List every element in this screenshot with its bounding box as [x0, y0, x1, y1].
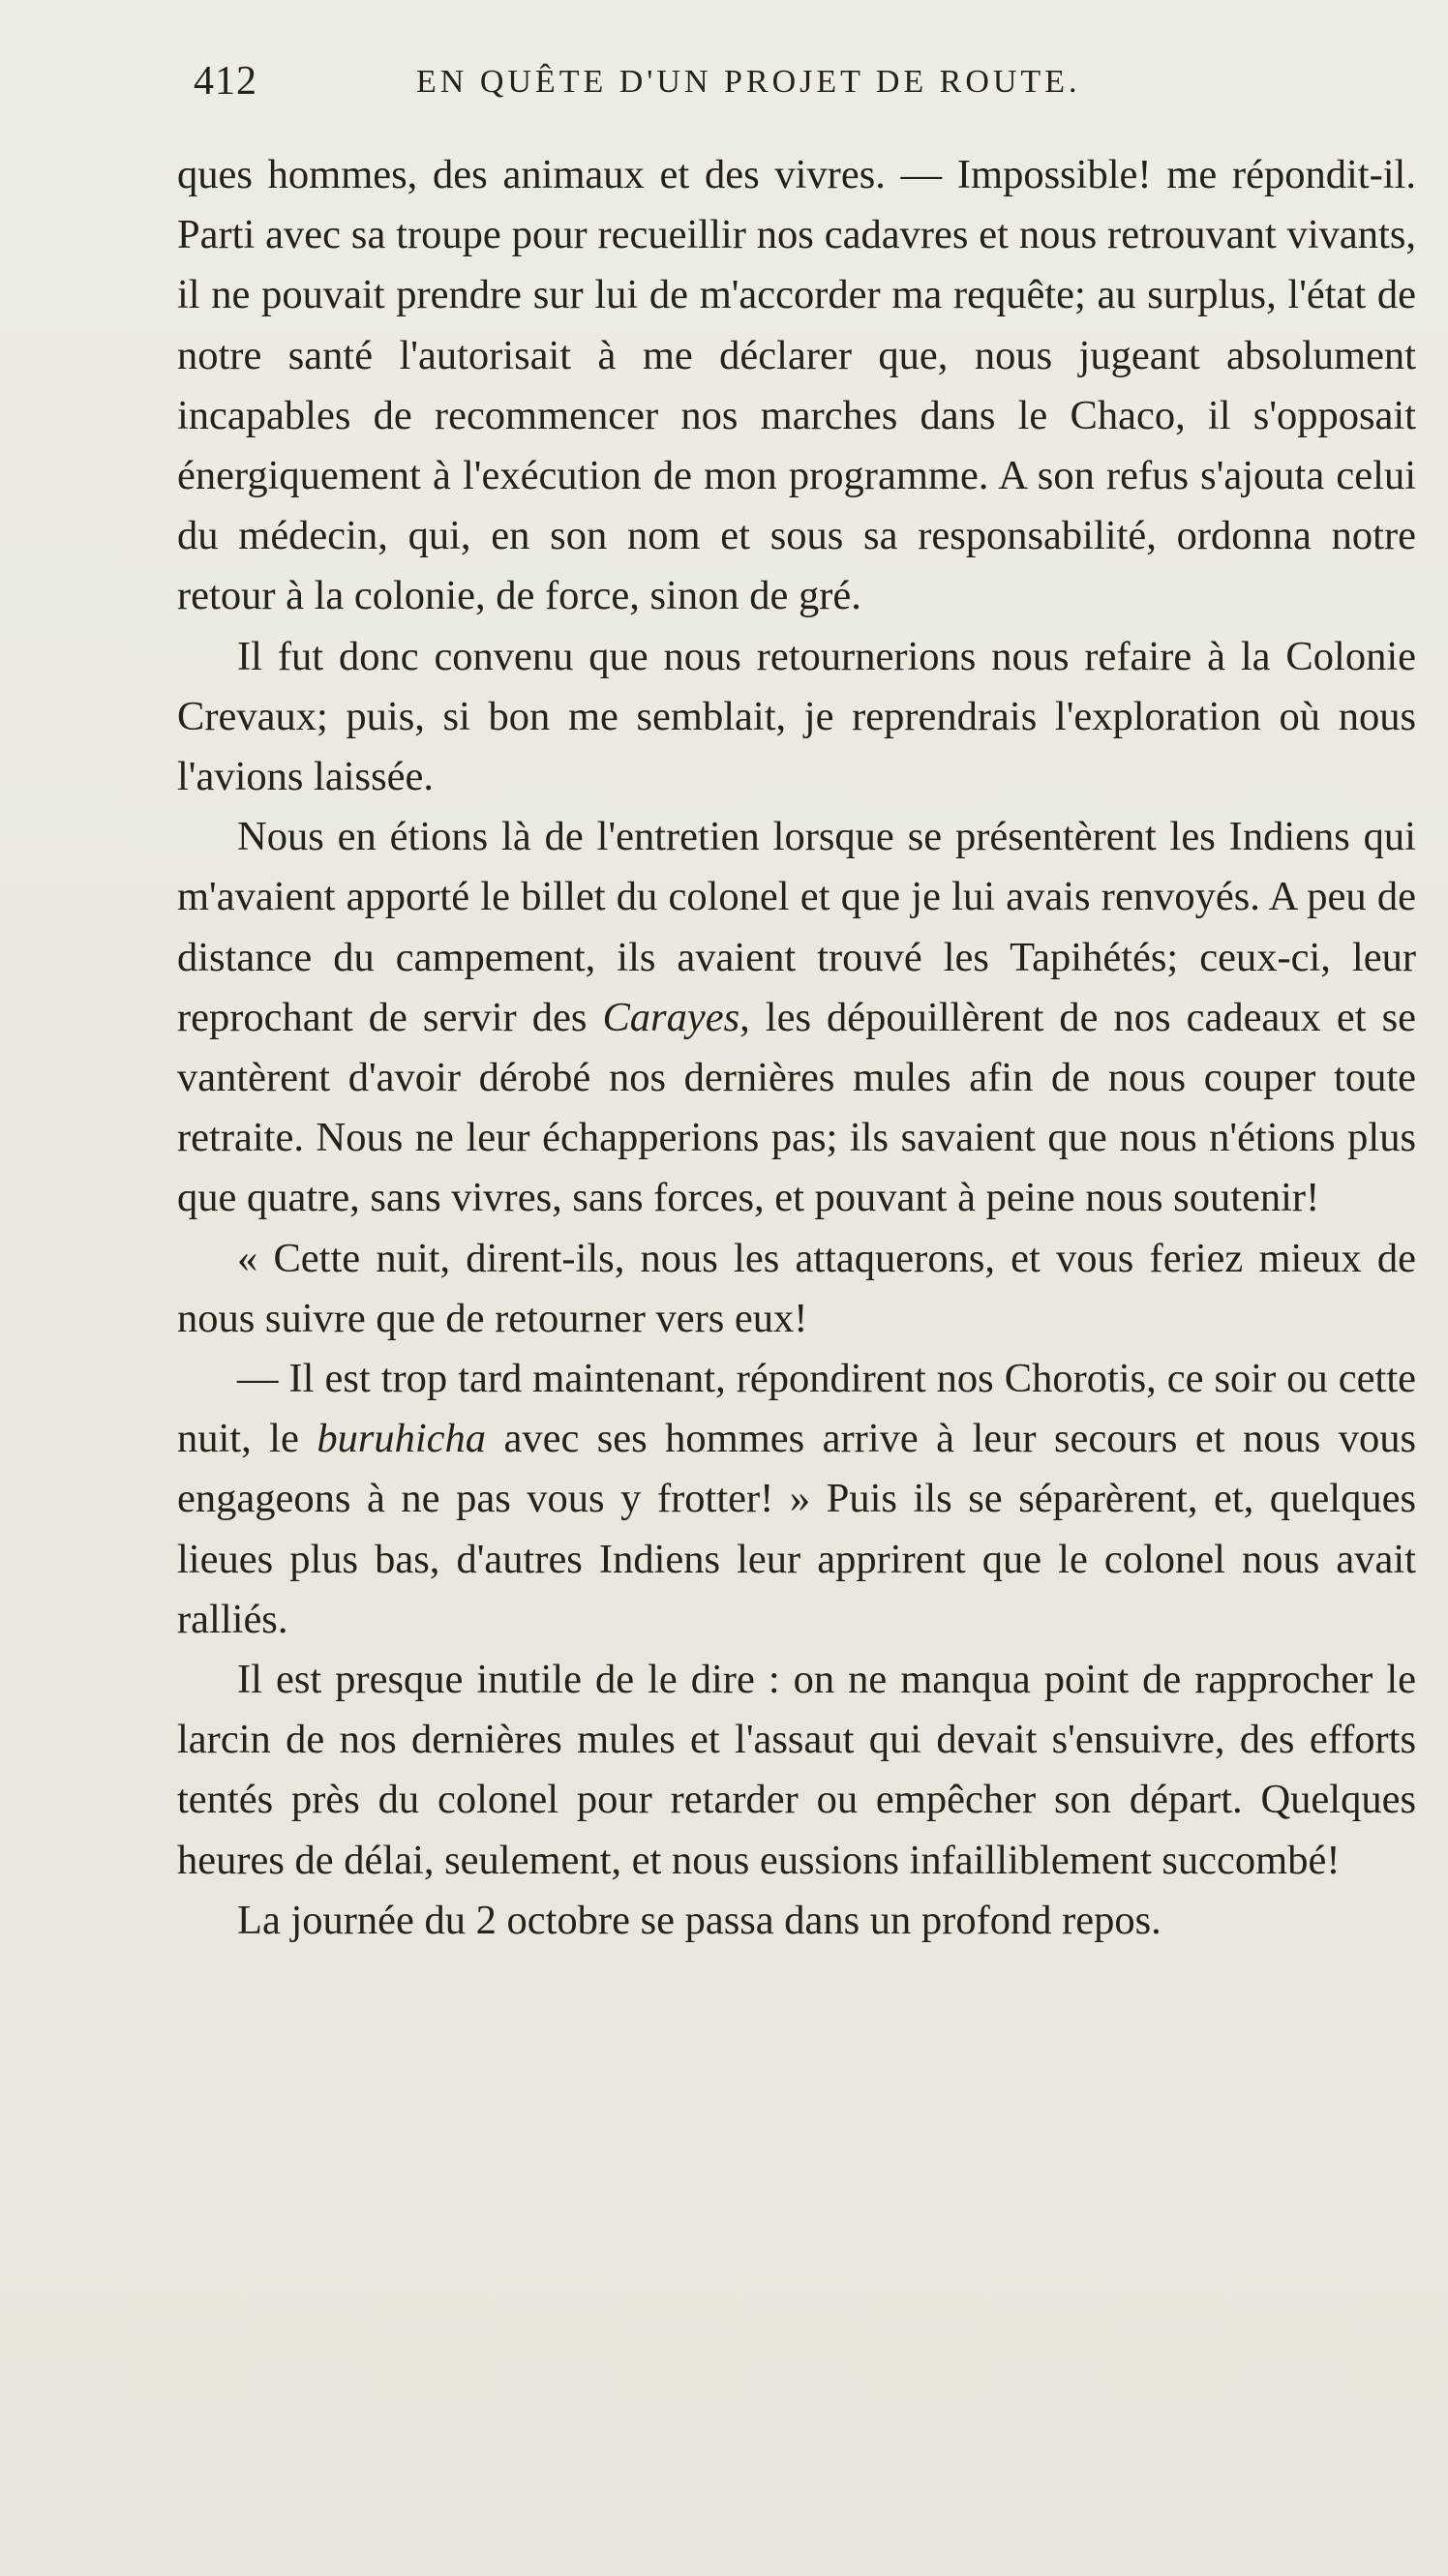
paragraph-colonie: Il fut donc convenu que nous retournerions nous refaire à la Colonie Crevaux; puis, si bon me semblait, je reprendrais l'exploration où nous l'avions laissée. — [177, 633, 1416, 800]
paragraph-chorotis — [177, 1349, 1416, 1650]
paragraph-inutile: Il est presque inutile de le dire : on ne manqua point de rapprocher le larcin de nos dernières mules et l'assaut qui devait s'ensuivre, des efforts tentés près du colonel pour retarder ou empêcher son départ. Quelques heures de délai, seulement, et nous eussions infailliblement succombé! — [177, 1657, 1416, 1883]
paragraph-indiens-part-1: Nous en étions là de l'entretien lorsque se présentèrent les Indiens qui m'avaient apporté le billet du colonel et que je lui avais renvoyés. A peu de distance du campement, ils avaient trouvé les Tapihétés; ceux-ci, leur reprochant de servir des — [177, 814, 1416, 1040]
page-header — [194, 58, 1249, 116]
paragraph-continued: ques hommes, des animaux et des vivres. — Impossible! me répondit-il. Parti avec sa troupe pour recueillir nos cadavres et nous retrouvant vivants, il ne pouvait prendre sur lui de m'accorder ma requête; au surplus, l'état de notre santé l'autorisait à me déclarer que, nous jugeant absolument incapables de recommencer nos marches dans le Chaco, il s'opposait énergiquement à l'exécution de mon programme. A son refus s'ajouta celui du médecin, qui, en son nom et sous sa responsabilité, ordonna notre retour à la colonie, de force, sinon de gré. — [177, 152, 1416, 619]
paragraph-chorotis-part-1: — Il est trop tard maintenant, répondirent nos Chorotis, ce soir ou cette nuit, le — [177, 1356, 1416, 1462]
paragraph-chorotis-part-2: avec ses hommes arrive à leur secours et nous vous engageons à ne pas vous y frotter! » Puis ils se séparèrent, et, quelques lieues plus bas, d'autres Indiens leur apprirent que le colonel nous avait ralliés. — [177, 1416, 1416, 1642]
italic-term-carayes: Carayes — [602, 994, 740, 1040]
running-title: EN QUÊTE D'UN PROJET DE ROUTE. — [416, 64, 1081, 100]
paragraph-indiens-part-2: , les dépouillèrent de nos cadeaux et se vantèrent d'avoir dérobé nos dernières mules afin de nous couper toute retraite. Nous ne leur échapperions pas; ils savaient que nous n'étions plus que quatre, sans vivres, sans forces, et pouvant à peine nous soutenir! — [177, 994, 1416, 1221]
page-number: 412 — [194, 59, 257, 104]
body-text — [177, 145, 1416, 1951]
italic-term-buruhicha: buruhicha — [317, 1416, 487, 1462]
paragraph-indiens — [177, 807, 1416, 1228]
paragraph-quote-nuit: « Cette nuit, dirent-ils, nous les attaquerons, et vous feriez mieux de nous suivre que de retourner vers eux! — [177, 1235, 1416, 1341]
paragraph-journee: La journée du 2 octobre se passa dans un profond repos. — [237, 1897, 1161, 1943]
